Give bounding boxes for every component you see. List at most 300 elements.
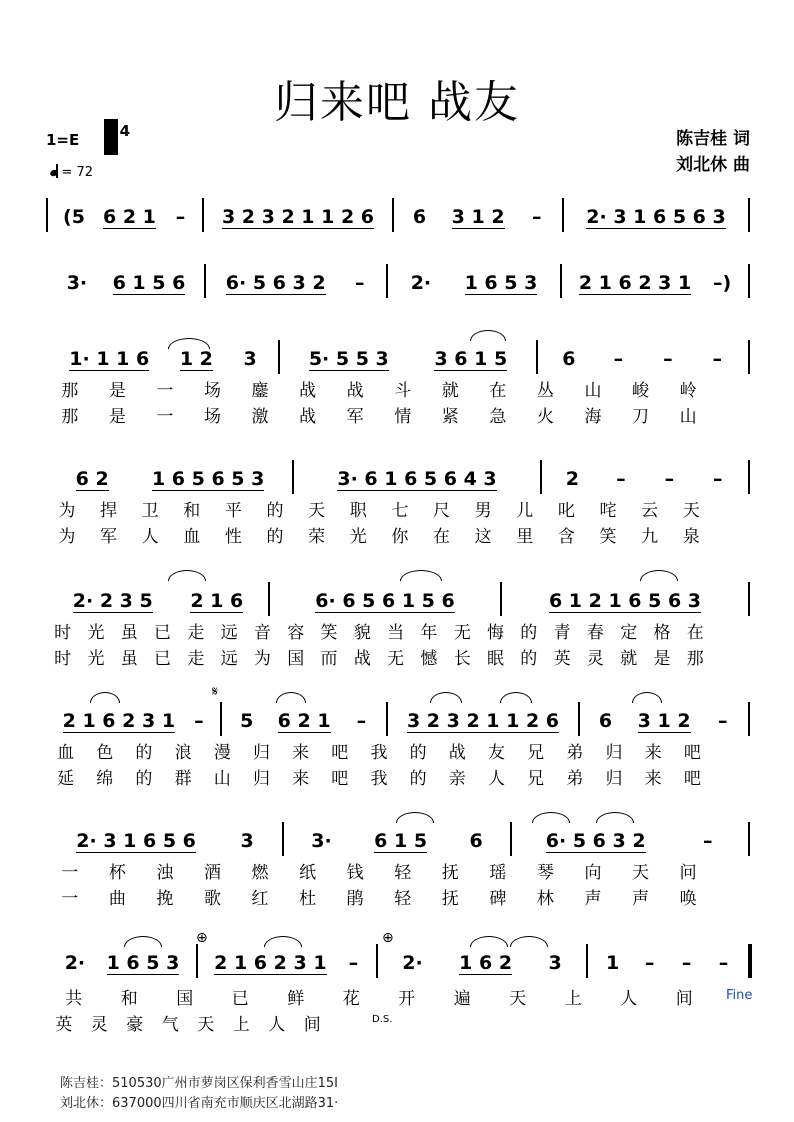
lyric-syllable: 憾 — [420, 649, 438, 669]
lyric-syllable: 尺 — [432, 501, 450, 521]
lyric-syllable: 是 — [108, 407, 126, 427]
lyric-syllable: 吧 — [331, 769, 349, 789]
note-group: – — [354, 272, 365, 294]
lyric-syllable: 春 — [586, 623, 604, 643]
slur-mark — [396, 812, 434, 823]
lyric-syllable: 上 — [232, 1015, 250, 1035]
slur-mark — [168, 570, 206, 581]
lyric-syllable: 场 — [203, 381, 221, 401]
lyric-syllable: 的 — [266, 527, 284, 547]
barline — [748, 702, 750, 736]
note-group: 3 2 3 2 1 1 2 6 — [221, 205, 375, 228]
lyric-syllable: 是 — [653, 649, 671, 669]
note-group: 5· 5 5 3 — [308, 347, 389, 370]
lyric-syllable: 那 — [686, 649, 704, 669]
note-group: 5 — [240, 710, 254, 732]
measure — [400, 204, 556, 230]
slur-mark — [632, 692, 662, 703]
measure — [394, 270, 554, 296]
lyric-syllable: 眠 — [487, 649, 504, 669]
measure — [508, 588, 742, 614]
note-group: 2· — [410, 272, 432, 294]
lyric-syllable: 血 — [57, 743, 75, 763]
note-group: 3 1 2 — [637, 709, 691, 732]
lyric-syllable: 和 — [120, 989, 138, 1009]
barline — [748, 822, 750, 856]
lyric-syllable: 轻 — [394, 863, 412, 883]
lyric-syllable: 岭 — [679, 381, 697, 401]
note-group: 2 1 6 — [190, 589, 244, 612]
lyric-syllable: 琴 — [536, 863, 554, 883]
lyric-line-2 — [46, 764, 712, 789]
barline — [292, 460, 294, 494]
note-group: 6 1 5 — [374, 829, 428, 852]
lyric-line-1 — [46, 858, 712, 883]
song-title: 归来吧 战友 — [274, 77, 520, 128]
lyric-syllable: 远 — [220, 623, 238, 643]
lyric-line-2 — [46, 522, 712, 547]
note-group: 1 6 5 3 — [464, 271, 538, 294]
key-signature: 1=E — [46, 131, 80, 149]
lyric-syllable: 为 — [58, 527, 76, 547]
lyric-syllable: 平 — [224, 501, 242, 521]
lyric-syllable: 来 — [644, 743, 662, 763]
note-group: 3 — [548, 952, 562, 974]
lyric-syllable: 走 — [187, 649, 205, 669]
lyric-syllable: 灵 — [90, 1015, 108, 1035]
lyric-syllable: 向 — [584, 863, 602, 883]
note-group: 6 2 1 — [103, 205, 156, 228]
lyric-syllable: 我 — [370, 769, 388, 789]
note-group: 3 1 2 — [451, 205, 505, 228]
slur-mark — [90, 692, 120, 703]
note-group: 6 — [469, 830, 483, 852]
slur-mark — [532, 812, 570, 823]
lyric-syllable: 弟 — [566, 769, 584, 789]
lyric-syllable: 山 — [679, 407, 697, 427]
lyric-line-2 — [46, 644, 712, 669]
lyric-syllable: 花 — [342, 989, 360, 1009]
lyric-syllable: 已 — [231, 989, 249, 1009]
note-group: 6· 5 6 3 2 — [225, 271, 326, 294]
lyric-syllable: 归 — [605, 769, 623, 789]
note-group: 3 6 1 5 — [434, 347, 508, 370]
note-group: – — [616, 468, 626, 490]
measure — [54, 346, 272, 372]
barline — [748, 582, 750, 616]
lyric-syllable: 归 — [605, 743, 623, 763]
measure — [54, 708, 214, 734]
lyric-syllable: 荣 — [308, 527, 326, 547]
lyric-syllable: 战 — [448, 743, 466, 763]
barline — [202, 198, 204, 232]
note-group: – — [613, 348, 624, 370]
barline — [268, 582, 270, 616]
lyric-syllable: 吧 — [683, 769, 701, 789]
lyric-syllable: 绵 — [96, 769, 114, 789]
note-group: – — [194, 710, 204, 732]
lyric-syllable: 那 — [61, 381, 79, 401]
lyric-syllable: 战 — [299, 407, 317, 427]
lyric-syllable: 无 — [387, 649, 405, 669]
barline — [196, 944, 198, 978]
lyric-syllable: 英 — [553, 649, 571, 669]
note-group: 2 1 6 2 3 1 — [214, 951, 327, 974]
lyric-syllable: 来 — [292, 743, 310, 763]
note-group: – — [175, 206, 186, 228]
lyric-syllable: 吧 — [331, 743, 349, 763]
lyric-syllable: 儿 — [516, 501, 534, 521]
lyric-syllable: 国 — [176, 989, 194, 1009]
lyric-syllable: 英 — [55, 1015, 73, 1035]
lyric-syllable: 抚 — [441, 889, 459, 909]
note-group: 2· — [64, 952, 86, 974]
lyric-syllable: 共 — [65, 989, 83, 1009]
lyric-syllable: 人 — [487, 769, 505, 789]
note-group: – — [664, 468, 675, 490]
measure — [54, 828, 276, 854]
lyric-syllable: 九 — [641, 527, 659, 547]
lyric-syllable: 友 — [487, 743, 505, 763]
lyric-syllable: 含 — [557, 527, 575, 547]
lyric-syllable: 战 — [346, 381, 364, 401]
lyric-syllable: 来 — [644, 769, 662, 789]
barline — [376, 944, 378, 978]
lyric-syllable: 天 — [308, 501, 326, 521]
lyric-syllable: 人 — [268, 1015, 286, 1035]
barline — [748, 264, 750, 298]
lyric-syllable: 的 — [409, 743, 427, 763]
note-group: 2· 2 3 5 — [72, 589, 153, 612]
lyric-syllable: 开 — [398, 989, 416, 1009]
barline — [204, 264, 206, 298]
note-group: 6 1 2 1 6 5 6 3 — [548, 589, 702, 612]
note-group: – — [681, 952, 692, 974]
lyric-syllable: 歌 — [203, 889, 221, 909]
lyric-syllable: 弟 — [566, 743, 584, 763]
lyric-syllable: 和 — [183, 501, 201, 521]
lyric-syllable: 一 — [61, 889, 79, 909]
lyric-syllable: 钱 — [346, 863, 364, 883]
lyric-syllable: 激 — [251, 407, 269, 427]
barline — [578, 702, 580, 736]
note-group: 6 — [598, 710, 613, 732]
lyric-syllable: 鏖 — [251, 381, 269, 401]
lyric-line-1 — [46, 376, 712, 401]
slur-mark — [264, 936, 302, 947]
lyric-syllable: 笑 — [320, 623, 338, 643]
lyric-syllable: 碑 — [489, 889, 507, 909]
note-group: 1 — [605, 952, 620, 974]
note-group: 2 1 6 2 3 1 — [578, 271, 692, 294]
lyric-syllable: 紧 — [441, 407, 459, 427]
lyric-syllable: 天 — [632, 863, 650, 883]
lyric-syllable: 斗 — [394, 381, 412, 401]
measure — [228, 708, 380, 734]
lyric-syllable: 一 — [156, 381, 174, 401]
barline — [540, 460, 542, 494]
lyric-syllable: 海 — [584, 407, 602, 427]
lyric-syllable: 峻 — [632, 381, 650, 401]
note-group: – — [663, 348, 673, 370]
time-sig-bottom: 4 — [119, 122, 131, 140]
barline — [562, 198, 564, 232]
measure — [54, 950, 190, 976]
measure — [568, 270, 742, 296]
lyric-syllable: 曲 — [108, 889, 126, 909]
lyric-syllable: 男 — [474, 501, 492, 521]
note-group: 3· — [66, 272, 88, 294]
measure — [210, 204, 386, 230]
lyric-syllable: 就 — [620, 649, 638, 669]
lyric-syllable: 天 — [509, 989, 527, 1009]
lyric-syllable: 叱 — [557, 501, 575, 521]
barline — [282, 822, 284, 856]
slur-mark — [500, 692, 532, 703]
lyric-syllable: 格 — [653, 623, 671, 643]
composer-credit: 刘北休 曲 — [676, 155, 750, 175]
barline — [278, 340, 280, 374]
time-signature — [104, 124, 130, 139]
lyric-syllable: 捍 — [99, 501, 117, 521]
lyric-syllable: 鹃 — [346, 889, 364, 909]
slur-mark — [430, 692, 462, 703]
lyric-syllable: 的 — [266, 501, 284, 521]
measure — [54, 466, 286, 492]
lyric-syllable: 国 — [287, 649, 305, 669]
lyric-syllable: 为 — [253, 649, 271, 669]
note-group: – — [718, 952, 729, 974]
note-group: 3 — [243, 348, 257, 370]
barline — [386, 702, 388, 736]
note-group: 6 — [412, 206, 427, 228]
lyric-syllable: 云 — [641, 501, 659, 521]
measure — [286, 346, 530, 372]
lyric-syllable: 为 — [58, 501, 76, 521]
lyric-syllable: 已 — [154, 623, 172, 643]
lyric-syllable: 就 — [441, 381, 459, 401]
lyric-syllable: 的 — [520, 623, 538, 643]
barline — [560, 264, 562, 298]
note-group: – — [713, 468, 723, 490]
lyric-syllable: 唤 — [679, 889, 697, 909]
lyric-syllable: 酒 — [203, 863, 221, 883]
note-group: 6 — [562, 348, 576, 370]
time-sig-line — [104, 119, 118, 155]
lyric-syllable: 那 — [61, 407, 79, 427]
measure — [276, 588, 494, 614]
ds-mark: D.S. — [372, 1014, 393, 1025]
lyric-syllable: 浊 — [156, 863, 174, 883]
lyric-syllable: 声 — [632, 889, 650, 909]
lyric-syllable: 兄 — [527, 769, 545, 789]
lyric-syllable: 杯 — [108, 863, 126, 883]
lyric-syllable: 间 — [303, 1015, 321, 1035]
lyric-syllable: 咤 — [599, 501, 617, 521]
barline — [392, 198, 394, 232]
lyric-syllable: 一 — [61, 863, 79, 883]
note-group: – — [644, 952, 655, 974]
footer-line-1: 陈吉桂：510530广州市萝岗区保利香雪山庄15I — [60, 1076, 339, 1091]
slur-mark — [510, 936, 548, 947]
lyric-syllable: 来 — [292, 769, 310, 789]
lyric-syllable: 卫 — [141, 501, 159, 521]
lyric-syllable: 战 — [299, 381, 317, 401]
lyric-syllable: 火 — [536, 407, 554, 427]
lyric-syllable: 林 — [536, 889, 554, 909]
lyric-syllable: 音 — [253, 623, 271, 643]
lyric-syllable: 灵 — [586, 649, 604, 669]
lyric-syllable: 瑶 — [489, 863, 507, 883]
lyric-syllable: 豪 — [126, 1015, 144, 1035]
note-group: 6· 5 6 3 2 — [545, 829, 646, 852]
lyric-syllable: 长 — [453, 649, 471, 669]
lyric-line-2 — [46, 884, 712, 909]
lyric-syllable: 职 — [349, 501, 367, 521]
lyric-syllable: 群 — [174, 769, 192, 789]
lyric-syllable: 光 — [349, 527, 367, 547]
note-group: (5 — [63, 206, 85, 228]
lyric-syllable: 悔 — [487, 623, 504, 643]
lyric-syllable: 间 — [675, 989, 693, 1009]
lyric-syllable: 走 — [187, 623, 205, 643]
lyric-syllable: 的 — [135, 743, 153, 763]
barline — [220, 702, 222, 736]
measure — [290, 828, 504, 854]
lyricist-credit: 陈吉桂 词 — [676, 129, 750, 149]
slur-mark — [276, 692, 306, 703]
note-group: –) — [712, 272, 732, 294]
lyric-line-2 — [46, 1010, 330, 1035]
coda-sign-2: ⊕ — [382, 930, 394, 946]
lyric-syllable: 红 — [251, 889, 269, 909]
lyric-syllable: 漫 — [213, 743, 231, 763]
lyric-syllable: 虽 — [120, 623, 138, 643]
barline — [536, 340, 538, 374]
lyric-syllable: 血 — [183, 527, 201, 547]
lyric-syllable: 当 — [387, 623, 405, 643]
lyric-syllable: 挽 — [156, 889, 174, 909]
lyric-syllable: 色 — [96, 743, 114, 763]
footer-line-2: 刘北休：637000四川省南充市顺庆区北湖路31· — [60, 1096, 339, 1111]
lyric-syllable: 貌 — [353, 623, 371, 643]
lyric-syllable: 无 — [453, 623, 471, 643]
lyric-syllable: 问 — [679, 863, 697, 883]
lyric-syllable: 而 — [320, 649, 338, 669]
lyric-syllable: 已 — [154, 649, 172, 669]
lyric-syllable: 在 — [686, 623, 704, 643]
lyric-syllable: 浪 — [174, 743, 192, 763]
lyric-syllable: 年 — [420, 623, 438, 643]
note-group: 1 2 — [179, 347, 213, 370]
lyric-syllable: 军 — [99, 527, 117, 547]
note-group: 1 6 2 — [459, 951, 513, 974]
note-group: – — [712, 348, 723, 370]
lyric-syllable: 性 — [224, 527, 242, 547]
note-group: 2· 3 1 6 5 6 — [76, 829, 196, 852]
measure — [518, 828, 742, 854]
measure — [384, 950, 580, 976]
barline — [748, 460, 750, 494]
lyric-syllable: 山 — [213, 769, 231, 789]
barline — [510, 822, 512, 856]
lyric-syllable: 声 — [584, 889, 602, 909]
lyric-syllable: 丛 — [536, 381, 554, 401]
note-group: 2· 3 1 6 5 6 3 — [586, 205, 726, 228]
note-group: 6 2 — [75, 467, 109, 490]
lyric-syllable: 归 — [252, 769, 270, 789]
lyric-syllable: 遍 — [453, 989, 471, 1009]
lyric-syllable: 在 — [432, 527, 450, 547]
measure — [54, 270, 198, 296]
lyric-syllable: 远 — [220, 649, 238, 669]
lyric-syllable: 光 — [87, 623, 105, 643]
note-group: 6 2 1 — [277, 709, 331, 732]
lyric-syllable: 纸 — [299, 863, 317, 883]
lyric-syllable: 情 — [394, 407, 412, 427]
measure — [594, 950, 742, 976]
note-group: 6· 6 5 6 1 5 6 — [315, 589, 455, 612]
lyric-syllable: 七 — [391, 501, 409, 521]
barline — [748, 198, 750, 232]
slur-mark — [400, 570, 442, 581]
lyric-syllable: 我 — [370, 743, 388, 763]
lyric-syllable: 里 — [516, 527, 534, 547]
measure — [54, 204, 196, 230]
barline — [748, 944, 752, 978]
lyric-syllable: 虽 — [120, 649, 138, 669]
lyric-syllable: 刀 — [632, 407, 650, 427]
note-group: – — [531, 206, 542, 228]
lyric-syllable: 时 — [54, 649, 72, 669]
slur-mark — [124, 936, 162, 947]
lyric-line-1 — [46, 618, 712, 643]
lyric-syllable: 战 — [353, 649, 371, 669]
segno-sign: 𝄋 — [212, 684, 219, 700]
measure — [544, 346, 742, 372]
note-group: 3 — [240, 830, 254, 852]
lyric-syllable: 定 — [620, 623, 638, 643]
lyric-syllable: 笑 — [599, 527, 617, 547]
note-group: 3 2 3 2 1 1 2 6 — [406, 709, 560, 732]
barline — [586, 944, 588, 978]
lyric-syllable: 抚 — [441, 863, 459, 883]
lyric-line-2 — [46, 402, 712, 427]
lyric-syllable: 的 — [520, 649, 538, 669]
lyric-syllable: 时 — [54, 623, 72, 643]
measure — [54, 588, 262, 614]
lyric-syllable: 气 — [161, 1015, 179, 1035]
note-group: 2 — [565, 468, 579, 490]
slur-mark — [596, 812, 634, 823]
lyric-syllable: 天 — [197, 1015, 215, 1035]
lyric-syllable: 延 — [57, 769, 75, 789]
note-group: 3· — [311, 830, 332, 852]
lyric-syllable: 人 — [141, 527, 159, 547]
lyric-syllable: 急 — [489, 407, 507, 427]
lyric-syllable: 军 — [346, 407, 364, 427]
note-group: 1 6 5 3 — [106, 951, 180, 974]
lyric-syllable: 你 — [391, 527, 409, 547]
tempo-marking — [50, 164, 93, 180]
lyric-syllable: 泉 — [682, 527, 700, 547]
lyric-syllable: 天 — [682, 501, 700, 521]
lyric-syllable: 的 — [135, 769, 153, 789]
coda-sign-1: ⊕ — [196, 930, 208, 946]
lyric-line-1 — [46, 984, 712, 1009]
slur-mark — [168, 338, 210, 349]
note-group: – — [356, 710, 367, 732]
